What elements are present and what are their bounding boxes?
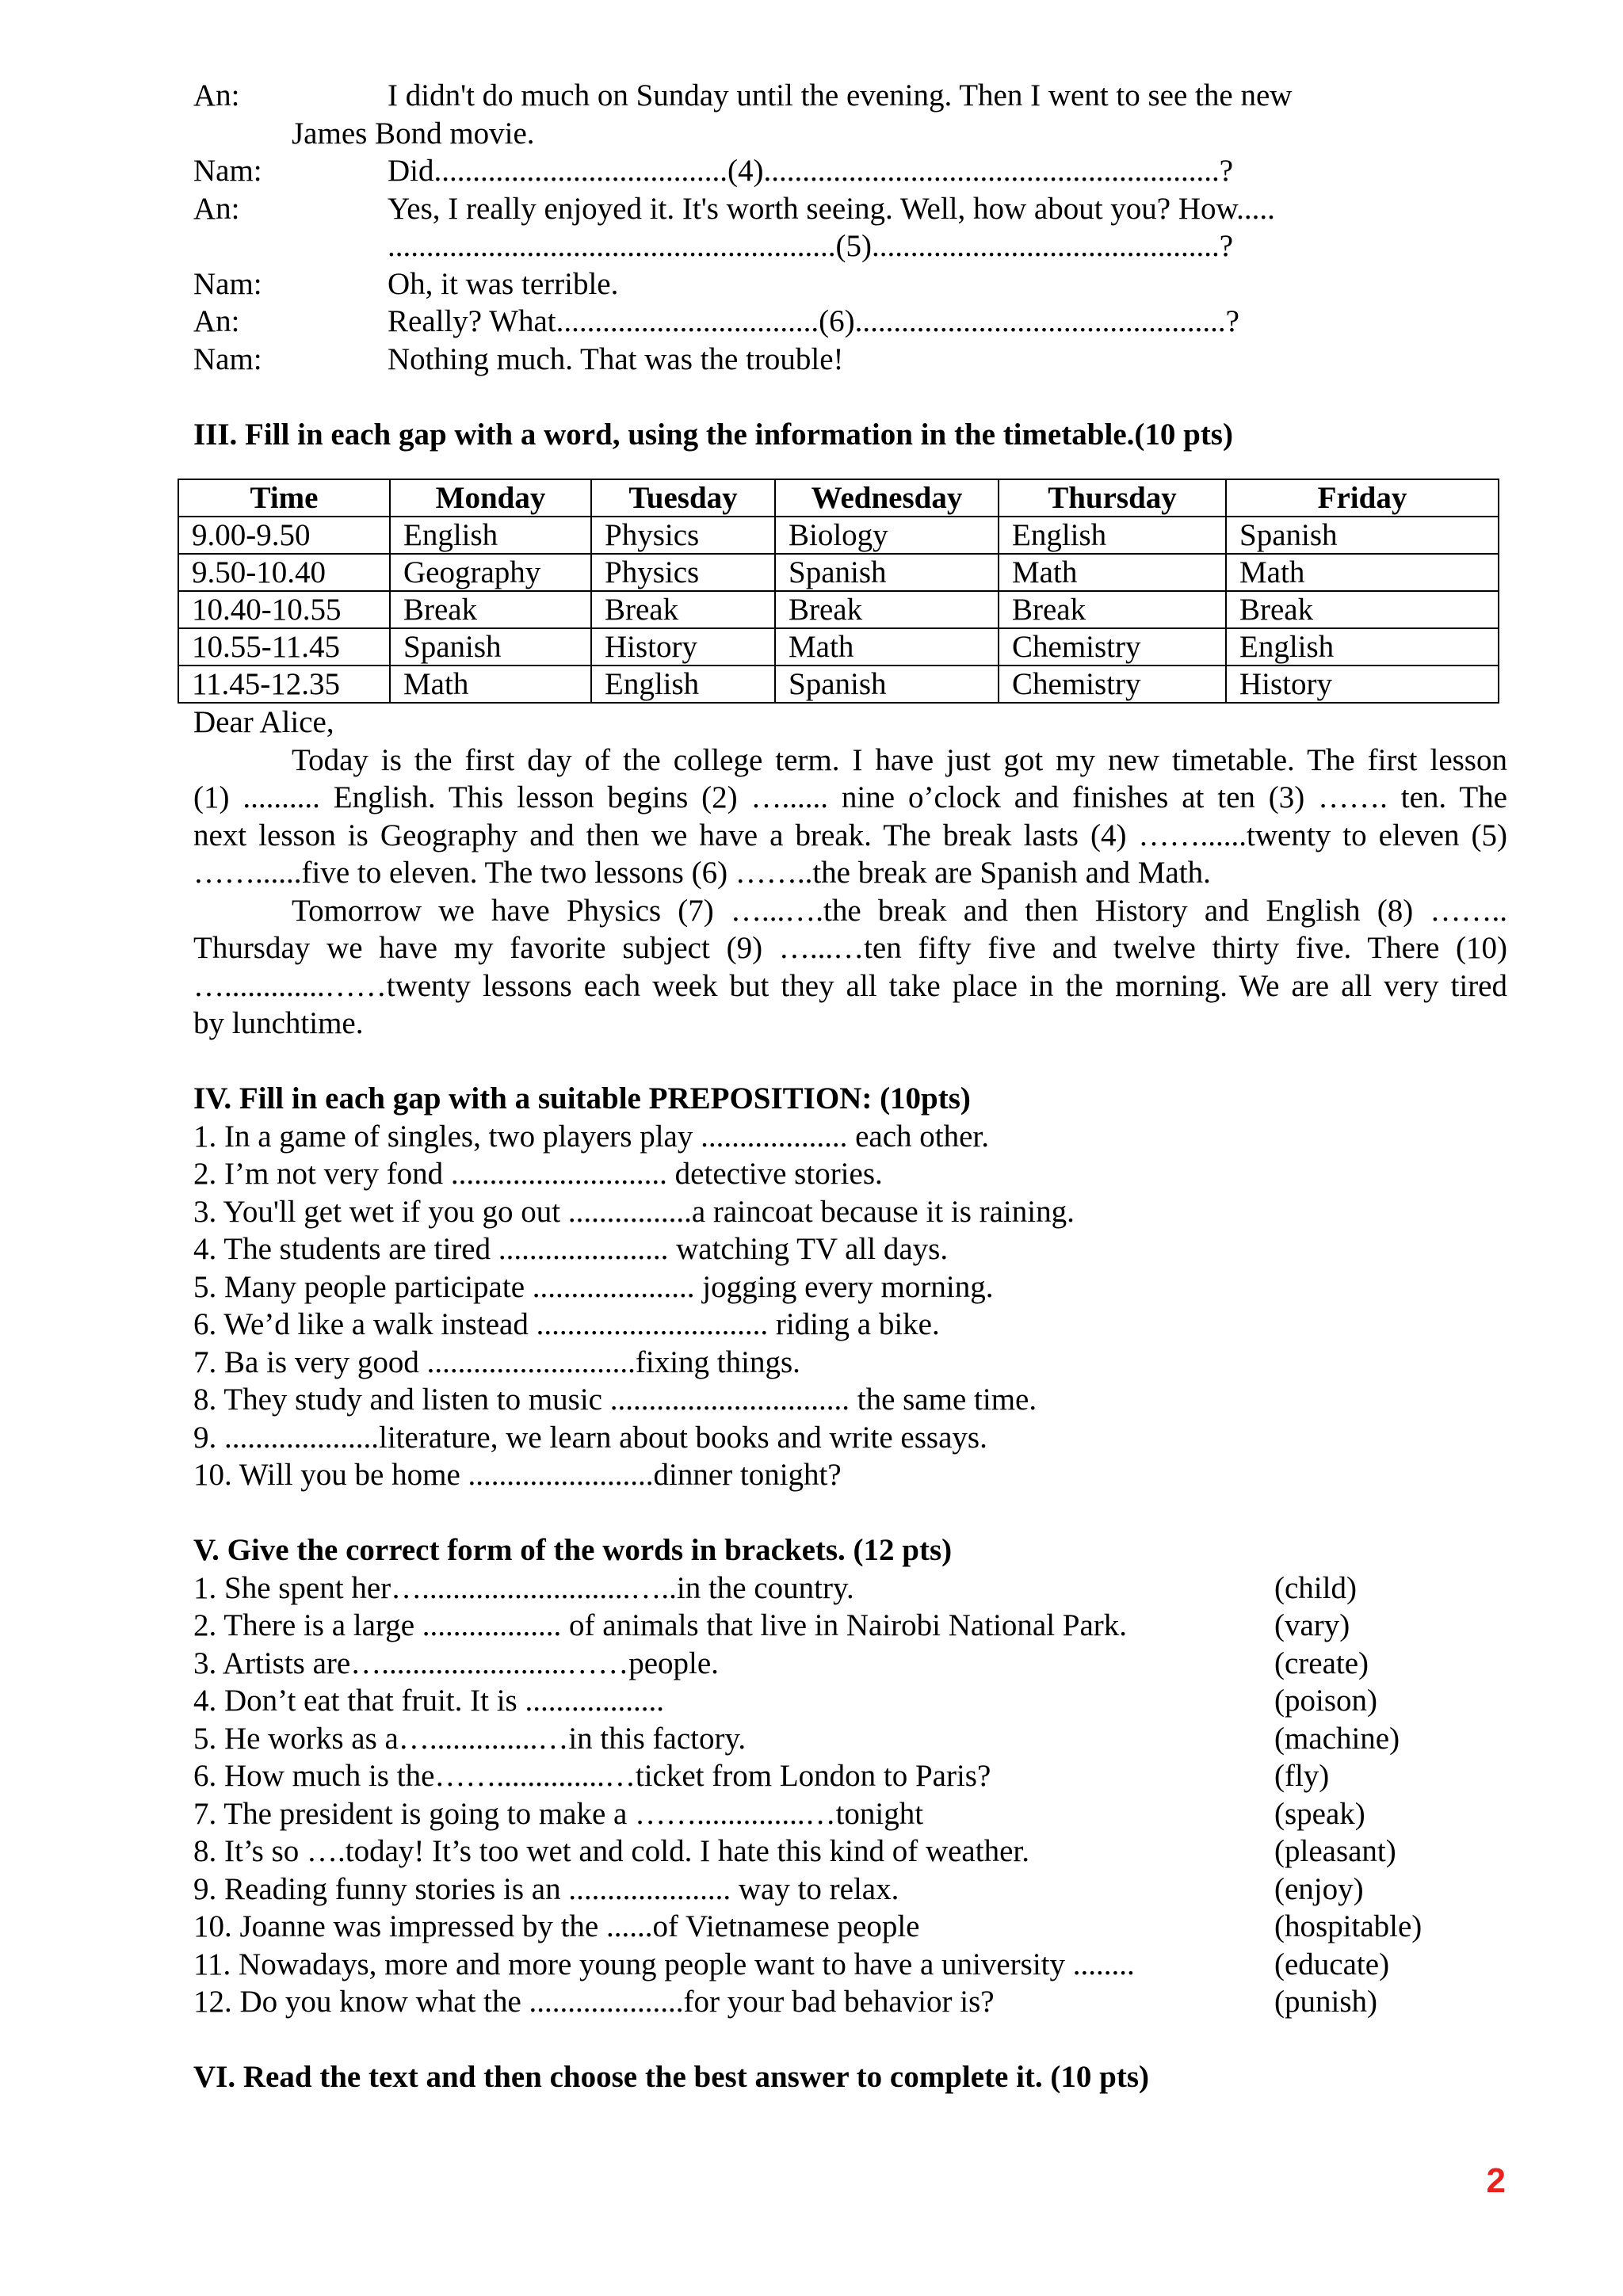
question-text: 7. The president is going to make a ……..............…tonight (193, 1796, 924, 1831)
list-item: 3. You'll get wet if you go out ................a raincoat because it is raining. (193, 1194, 1075, 1229)
list-item (193, 1569, 1507, 1608)
column-header: Friday (1226, 479, 1499, 517)
letter-line: Thursday we have my favorite subject (9) …...…ten fifty five and twelve thirty five. There (10) (193, 931, 1507, 965)
question-text: 8. It’s so ….today! It’s too wet and cold. I hate this kind of weather. (193, 1834, 1029, 1868)
section-heading: IV. Fill in each gap with a suitable PREPOSITION: (10pts) (193, 1081, 971, 1116)
table-cell: Math (775, 628, 999, 666)
table-cell: Chemistry (999, 628, 1226, 666)
list-item: 10. Will you be home ........................dinner tonight? (193, 1458, 842, 1492)
section-heading: VI. Read the text and then choose the best answer to complete it. (10 pts) (193, 2060, 1149, 2094)
column-header: Time (178, 479, 390, 517)
utterance: I didn't do much on Sunday until the evening. Then I went to see the new (388, 78, 1293, 113)
table-cell: Spanish (775, 666, 999, 703)
table-header-row (178, 479, 1499, 517)
table-cell: History (591, 628, 775, 666)
list-item: 6. We’d like a walk instead .............................. riding a bike. (193, 1307, 940, 1341)
timetable (178, 479, 1499, 704)
letter-salutation: Dear Alice, (193, 705, 334, 739)
dialogue-line (193, 265, 1507, 303)
table-cell: Break (1226, 591, 1499, 628)
speaker: Nam: (193, 266, 262, 301)
question-text: 11. Nowadays, more and more young people want to have a university ........ (193, 1947, 1135, 1981)
table-cell: Spanish (390, 628, 591, 666)
section-heading: V. Give the correct form of the words in brackets. (12 pts) (193, 1533, 953, 1567)
dialogue-line (193, 341, 1507, 379)
question-text: 9. Reading funny stories is an ..................... way to relax. (193, 1871, 899, 1906)
list-item (193, 1607, 1507, 1645)
list-item: 5. Many people participate ..................... jogging every morning. (193, 1269, 994, 1304)
column-header: Monday (390, 479, 591, 517)
table-cell: History (1226, 666, 1499, 703)
letter-line: ….............……twenty lessons each week but they all take place in the morning. We are all very tired (193, 968, 1507, 1003)
list-item (193, 1833, 1507, 1871)
list-item: 8. They study and listen to music ............................... the same time. (193, 1383, 1037, 1417)
list-item (193, 1757, 1507, 1795)
list-item (193, 1720, 1507, 1758)
list-item (193, 1871, 1507, 1909)
table-cell: 10.55-11.45 (178, 628, 390, 666)
table-row (178, 591, 1499, 628)
table-row (178, 554, 1499, 591)
utterance: Yes, I really enjoyed it. It's worth seeing. Well, how about you? How..... (388, 191, 1275, 226)
table-cell: Break (390, 591, 591, 628)
letter-line: Tomorrow we have Physics (7) …...….the break and then History and English (8) …….. (292, 893, 1507, 928)
utterance: ..........................................................(5).............................................? (388, 229, 1234, 263)
table-row (178, 666, 1499, 703)
dialogue (193, 77, 1507, 378)
list-item: 9. ....................literature, we learn about books and write essays. (193, 1420, 987, 1455)
question-text: 6. How much is the……..............…ticket from London to Paris? (193, 1759, 991, 1793)
table-cell: Physics (591, 554, 775, 591)
utterance: Oh, it was terrible. (388, 266, 619, 301)
table-cell: English (1226, 628, 1499, 666)
dialogue-line (193, 115, 1507, 153)
section-heading: III. Fill in each gap with a word, using the information in the timetable.(10 pts) (193, 417, 1233, 452)
table-cell: Break (775, 591, 999, 628)
word-hint: (punish) (1274, 1985, 1377, 2019)
question-text: 1. She spent her…...........................…..in the country. (193, 1570, 854, 1605)
word-hint: (poison) (1274, 1684, 1377, 1718)
page-number: 2 (1486, 2161, 1506, 2200)
utterance: James Bond movie. (292, 116, 535, 151)
table-cell: 10.40-10.55 (178, 591, 390, 628)
list-item (193, 1908, 1507, 1946)
preposition-list (193, 1118, 1507, 1494)
list-item: 4. The students are tired ...................... watching TV all days. (193, 1232, 949, 1266)
worksheet-page (193, 77, 1507, 2096)
list-item (193, 1645, 1507, 1683)
letter-line: by lunchtime. (193, 1006, 364, 1040)
table-cell: English (591, 666, 775, 703)
table-cell: Spanish (1226, 517, 1499, 554)
question-text: 2. There is a large .................. of animals that live in Nairobi National Park. (193, 1608, 1128, 1642)
speaker: An: (193, 304, 240, 338)
column-header: Thursday (999, 479, 1226, 517)
list-item: 2. I’m not very fond ............................ detective stories. (193, 1157, 883, 1191)
speaker: Nam: (193, 341, 262, 376)
column-header: Wednesday (775, 479, 999, 517)
word-hint: (machine) (1274, 1721, 1400, 1756)
table-cell: Math (999, 554, 1226, 591)
letter-line: (1) .......... English. This lesson begins (2) …...... nine o’clock and finishes at ten (3) ……. ten. The (193, 780, 1507, 814)
word-hint: (enjoy) (1274, 1871, 1364, 1906)
dialogue-line (193, 303, 1507, 341)
list-item (193, 1795, 1507, 1833)
letter-line: ……......five to eleven. The two lessons (6) ……..the break are Spanish and Math. (193, 856, 1211, 890)
table-row (178, 628, 1499, 666)
word-hint: (educate) (1274, 1947, 1390, 1981)
list-item (193, 1983, 1507, 2021)
question-text: 3. Artists are…........................……people. (193, 1646, 719, 1680)
dialogue-line (193, 190, 1507, 228)
word-hint: (hospitable) (1274, 1909, 1423, 1943)
word-hint: (vary) (1274, 1608, 1350, 1642)
table-cell: Chemistry (999, 666, 1226, 703)
dialogue-line (193, 77, 1507, 115)
table-cell: 9.00-9.50 (178, 517, 390, 554)
table-cell: Geography (390, 554, 591, 591)
table-cell: 9.50-10.40 (178, 554, 390, 591)
speaker: An: (193, 191, 240, 226)
letter-line: Today is the first day of the college term. I have just got my new timetable. The first lesson (292, 742, 1507, 777)
table-cell: Physics (591, 517, 775, 554)
dialogue-line (193, 152, 1507, 190)
table-row (178, 517, 1499, 554)
table-cell: Biology (775, 517, 999, 554)
utterance: Really? What..................................(6)................................................? (388, 304, 1239, 338)
table-cell: Break (591, 591, 775, 628)
table-cell: Math (1226, 554, 1499, 591)
dialogue-line (193, 227, 1507, 265)
utterance: Nothing much. That was the trouble! (388, 341, 844, 376)
speaker: An: (193, 78, 240, 113)
table-cell: English (390, 517, 591, 554)
list-item (193, 1682, 1507, 1720)
table-cell: Spanish (775, 554, 999, 591)
table-cell: 11.45-12.35 (178, 666, 390, 703)
letter-line: next lesson is Geography and then we have a break. The break lasts (4) ……......twenty to eleven (5) (193, 818, 1507, 852)
question-text: 4. Don’t eat that fruit. It is .................. (193, 1684, 664, 1718)
letter (193, 704, 1507, 1043)
word-hint: (create) (1274, 1646, 1369, 1680)
column-header: Tuesday (591, 479, 775, 517)
word-form-list (193, 1569, 1507, 2021)
question-text: 5. He works as a…..............…in this factory. (193, 1721, 747, 1756)
table-cell: English (999, 517, 1226, 554)
utterance: Did......................................(4)...........................................................? (388, 154, 1234, 188)
question-text: 12. Do you know what the ....................for your bad behavior is? (193, 1985, 995, 2019)
table-cell: Math (390, 666, 591, 703)
list-item (193, 1946, 1507, 1984)
list-item: 7. Ba is very good ...........................fixing things. (193, 1344, 800, 1379)
speaker: Nam: (193, 154, 262, 188)
word-hint: (child) (1274, 1570, 1357, 1605)
word-hint: (pleasant) (1274, 1834, 1396, 1868)
table-cell: Break (999, 591, 1226, 628)
question-text: 10. Joanne was impressed by the ......of Vietnamese people (193, 1909, 920, 1943)
list-item: 1. In a game of singles, two players play ................... each other. (193, 1119, 990, 1154)
word-hint: (speak) (1274, 1796, 1365, 1831)
word-hint: (fly) (1274, 1759, 1330, 1793)
